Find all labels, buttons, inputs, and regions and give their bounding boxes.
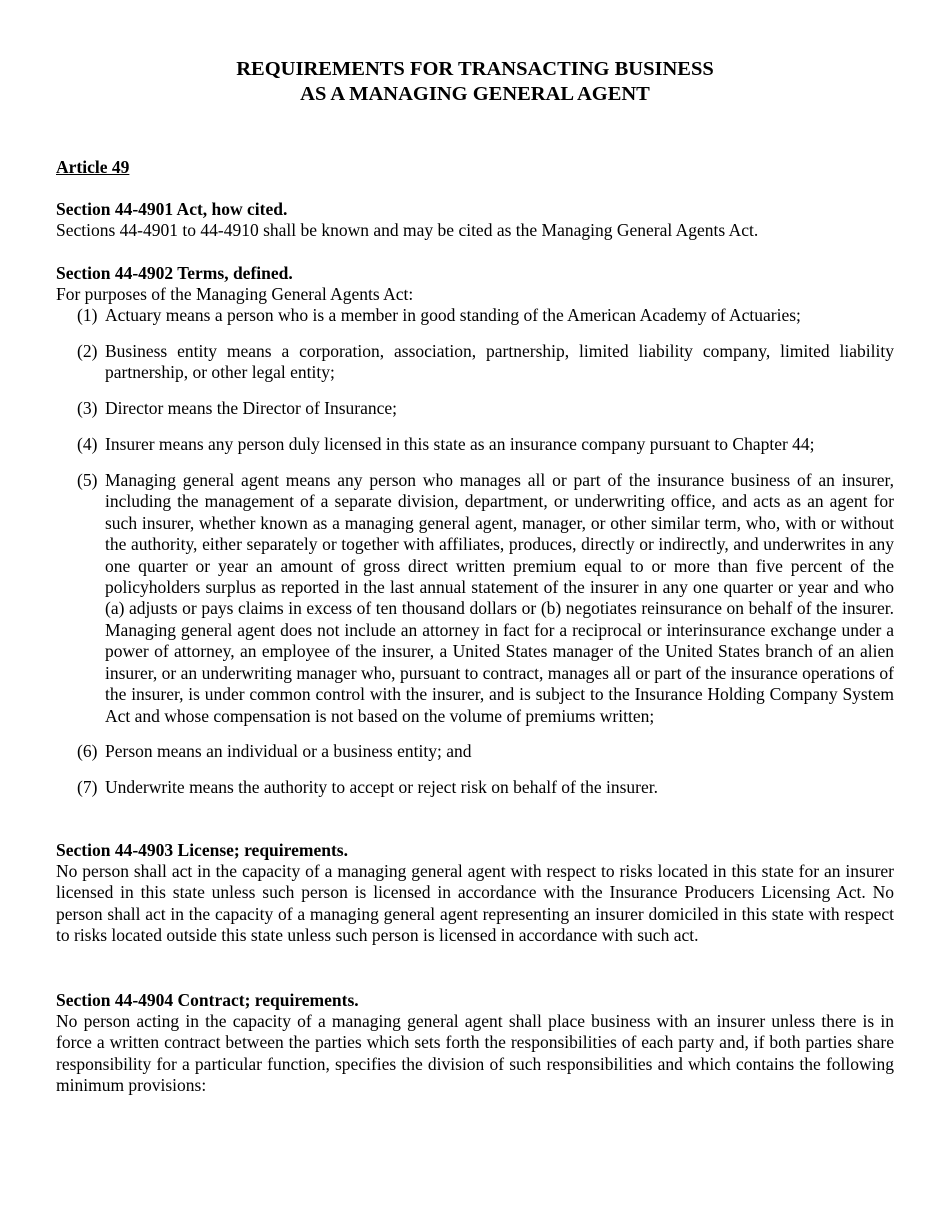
definition-item [56,341,894,384]
document-title [56,57,894,107]
section-44-4902 [56,263,894,799]
definition-number: (7) [77,777,98,798]
definition-number: (2) [77,340,98,361]
definition-text: Underwrite means the authority to accept or reject risk on behalf of the insurer. [105,777,658,798]
definition-item [56,777,894,798]
section-heading: Section 44-4904 Contract; requirements. [56,989,359,1010]
definition-item [56,434,894,455]
section-body: No person shall act in the capacity of a managing general agent with respect to risks located in this state for an insurer licensed in this state unless such person is licensed in accordance with the Insurance Producers Licensing Act. No person shall act in the capacity of a managing general agent representing an insurer domiciled in this state with respect to risks located outside this state unless such person is licensed in accordance with such act. [56,860,894,946]
article-heading: Article 49 [56,157,130,177]
definition-number: (3) [77,398,98,419]
section-44-4901 [56,199,894,242]
definition-item [56,398,894,419]
definition-text: Person means an individual or a business entity; and [105,741,472,762]
definition-item [56,305,894,326]
section-heading: Section 44-4902 Terms, defined. [56,262,293,283]
document-page [56,0,894,1097]
definitions-list [56,305,894,799]
definition-number: (5) [77,470,98,491]
title-line-1: REQUIREMENTS FOR TRANSACTING BUSINESS [236,58,714,80]
section-44-4903 [56,840,894,947]
title-line-2: AS A MANAGING GENERAL AGENT [300,83,650,105]
definition-number: (1) [77,305,98,325]
section-body: Sections 44-4901 to 44-4910 shall be known and may be cited as the Managing General Agents Act. [56,220,759,240]
section-heading: Section 44-4903 License; requirements. [56,839,348,860]
definition-item [56,741,894,762]
definition-number: (4) [77,434,98,455]
section-heading: Section 44-4901 Act, how cited. [56,199,288,219]
definition-number: (6) [77,741,98,762]
definition-text: Business entity means a corporation, association, partnership, limited liability company, limited liability partnership, or other legal entity; [105,340,894,383]
definition-text: Director means the Director of Insurance; [105,398,398,419]
definition-item [56,470,894,727]
section-44-4904 [56,990,894,1097]
definition-text: Managing general agent means any person who manages all or part of the insurance business of an insurer, including the management of a separate division, department, or underwriting office, and acts as an agent for such insurer, whether known as a managing general agent, manager, or other similar term, who, with or without the authority, either separately or together with affiliates, produces, directly or indirectly, and underwrites in any one quarter or year an amount of gross direct written premium equal to or more than five percent of the policyholders surplus as reported in the last annual statement of the insurer in any one quarter or year and who (a) adjusts or pays claims in excess of ten thousand dollars or (b) negotiates reinsurance on behalf of the insurer. Managing general agent does not include an attorney in fact for a reciprocal or interinsurance exchange under a power of attorney, an employee of the insurer, a United States manager of the United States branch of an alien insurer, or an underwriting manager who, pursuant to contract, manages all or part of the insurance operations of the insurer, is under common control with the insurer, and is subject to the Insurance Holding Company System Act and whose compensation is not based on the volume of premiums written; [105,470,894,726]
definition-text: Insurer means any person duly licensed in this state as an insurance company pursuant to Chapter 44; [105,434,815,455]
section-body: No person acting in the capacity of a managing general agent shall place business with an insurer unless there is in force a written contract between the parties which sets forth the responsibilities of each party and, if both parties share responsibility for a particular function, specifies the division of such responsibilities and which contains the following minimum provisions: [56,1010,894,1096]
section-intro: For purposes of the Managing General Agents Act: [56,283,414,304]
definition-text: Actuary means a person who is a member in good standing of the American Academy of Actuaries; [105,305,801,325]
